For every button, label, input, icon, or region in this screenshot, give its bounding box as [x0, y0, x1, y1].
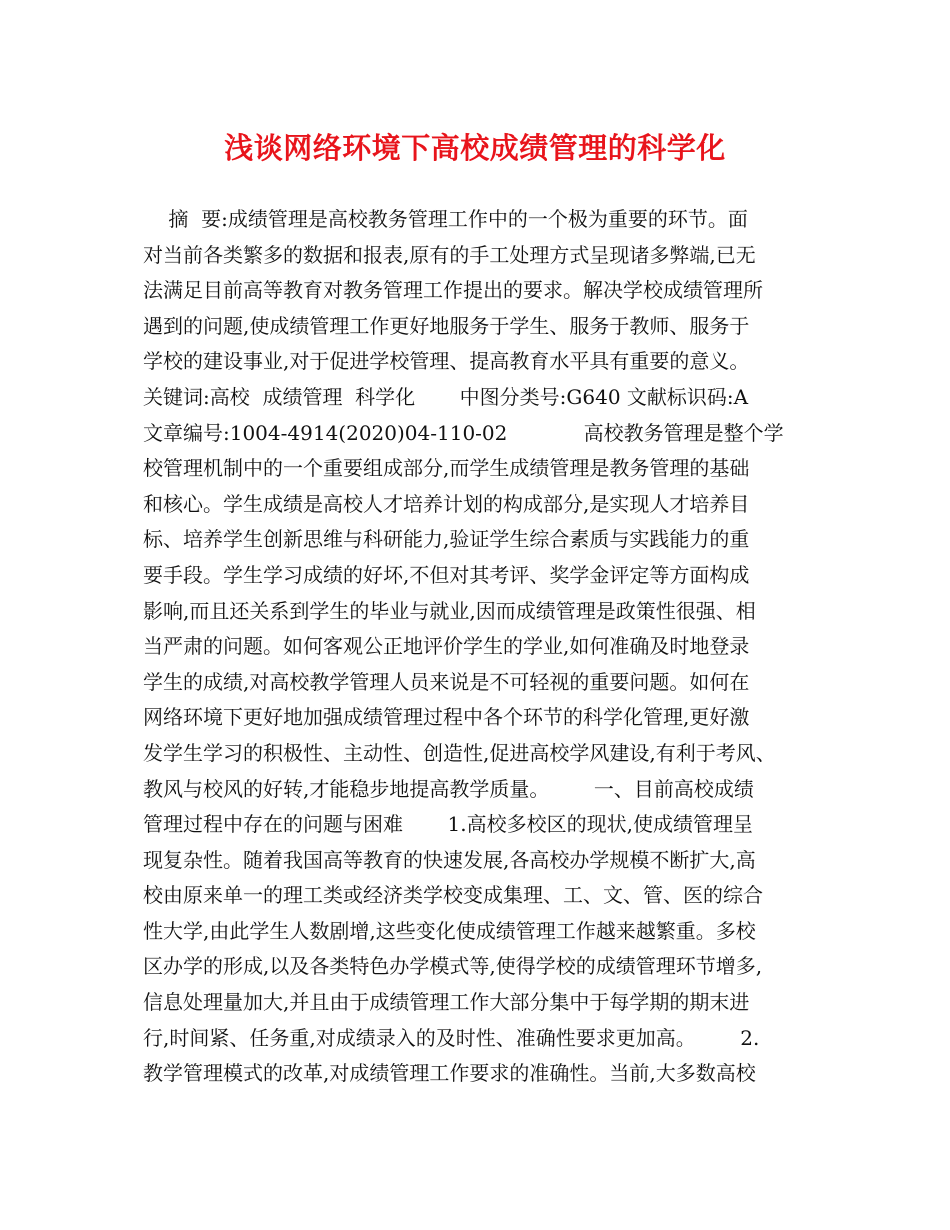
body-line: 行,时间紧、任务重,对成绩录入的及时性、准确性要求更加高。 2. — [143, 1025, 760, 1050]
body-line: 教学管理模式的改革,对成绩管理工作要求的准确性。当前,大多数高校 — [143, 1061, 756, 1086]
body-line: 网络环境下更好地加强成绩管理过程中各个环节的科学化管理,更好激 — [143, 705, 750, 730]
body-line: 信息处理量加大,并且由于成绩管理工作大部分集中于每学期的期末进 — [143, 990, 750, 1015]
document-title: 浅谈网络环境下高校成绩管理的科学化 — [224, 131, 726, 165]
body-line: 摘 要:成绩管理是高校教务管理工作中的一个极为重要的环节。面 — [143, 207, 748, 231]
body-line: 教风与校风的好转,才能稳步地提高教学质量。 一、目前高校成绩 — [143, 776, 754, 801]
body-line: 标、培养学生创新思维与科研能力,验证学生综合素质与实践能力的重 — [143, 527, 750, 552]
body-line: 现复杂性。随着我国高等教育的快速发展,各高校办学规模不断扩大,高 — [143, 847, 756, 872]
body-line: 关键词:高校 成绩管理 科学化 中图分类号:G640 文献标识码:A — [143, 384, 749, 409]
body-line: 学校的建设事业,对于促进学校管理、提高教育水平具有重要的意义。 — [143, 349, 750, 374]
body-line: 影响,而且还关系到学生的毕业与就业,因而成绩管理是政策性很强、相 — [143, 598, 756, 623]
body-line: 校由原来单一的理工类或经济类学校变成集理、工、文、管、医的综合 — [143, 883, 763, 908]
body-line: 管理过程中存在的问题与困难 1.高校多校区的现状,使成绩管理呈 — [143, 812, 753, 837]
body-line: 校管理机制中的一个重要组成部分,而学生成绩管理是教务管理的基础 — [143, 456, 750, 481]
body-line: 遇到的问题,使成绩管理工作更好地服务于学生、服务于教师、服务于 — [143, 313, 750, 338]
body-line: 学生的成绩,对高校教学管理人员来说是不可轻视的重要问题。如何在 — [143, 669, 750, 694]
body-line: 法满足目前高等教育对教务管理工作提出的要求。解决学校成绩管理所 — [143, 278, 763, 303]
body-line: 和核心。学生成绩是高校人才培养计划的构成部分,是实现人才培养目 — [143, 491, 750, 516]
body-line: 文章编号:1004-4914(2020)04-110-02 高校教务管理是整个学 — [143, 420, 784, 445]
body-line: 区办学的形成,以及各类特色办学模式等,使得学校的成绩管理环节增多, — [143, 954, 763, 979]
body-line: 发学生学习的积极性、主动性、创造性,促进高校学风建设,有利于考风、 — [143, 740, 776, 765]
document-body — [143, 202, 833, 1092]
body-line: 性大学,由此学生人数剧增,这些变化使成绩管理工作越来越繁重。多校 — [143, 918, 756, 943]
body-line: 要手段。学生学习成绩的好坏,不但对其考评、奖学金评定等方面构成 — [143, 562, 750, 587]
body-line: 对当前各类繁多的数据和报表,原有的手工处理方式呈现诸多弊端,已无 — [143, 242, 756, 267]
body-line: 当严肃的问题。如何客观公正地评价学生的学业,如何准确及时地登录 — [143, 634, 750, 659]
